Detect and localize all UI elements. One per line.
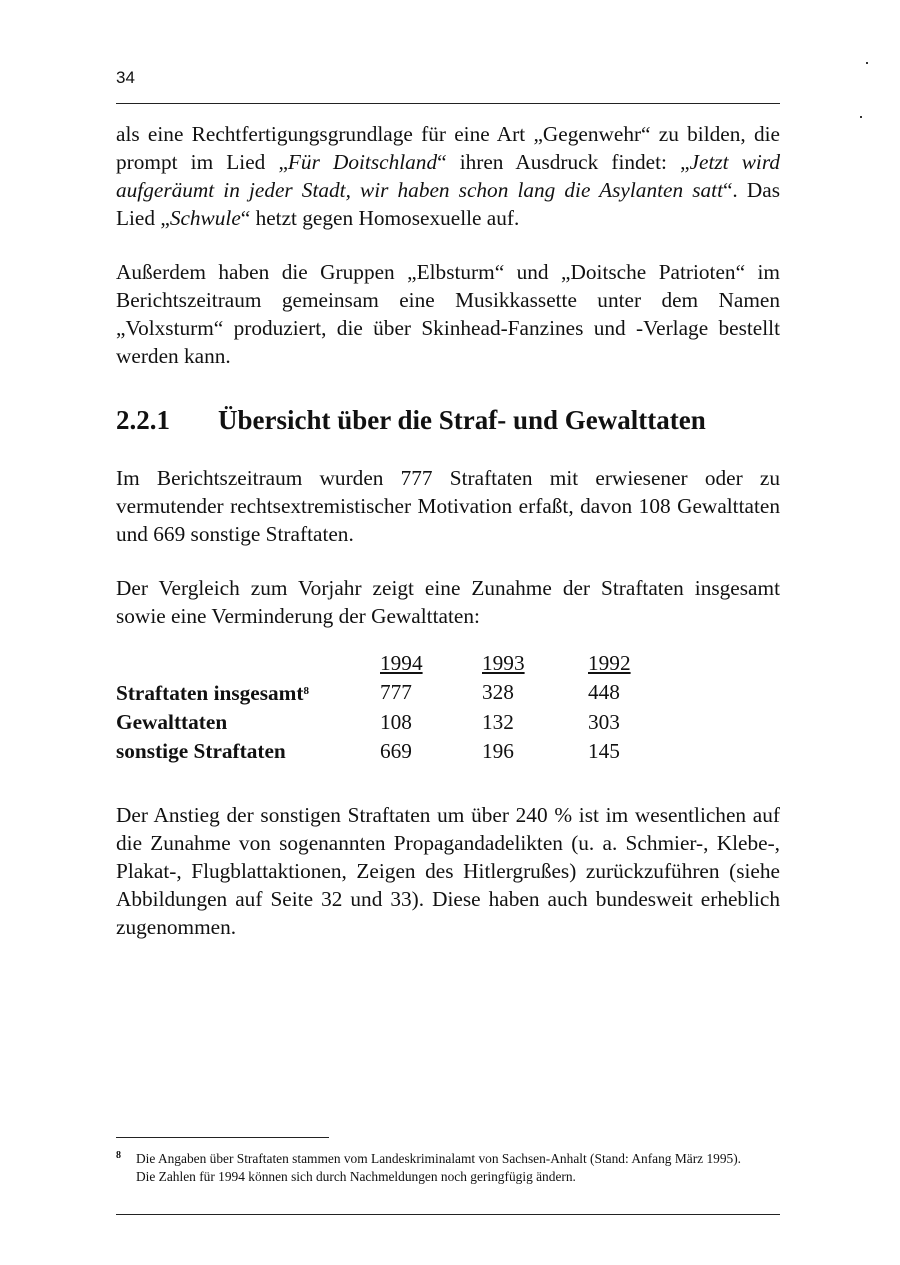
text-segment: “. Das Lied „ [116,178,780,230]
year-header: 1993 [482,650,525,675]
table-header-row [116,648,668,677]
row-label: sonstige Straftaten [116,738,286,763]
footnote-ref: 8 [303,685,310,697]
section-heading [116,406,780,434]
paragraph-straftaten-summary: Im Berichtszeitraum wurden 777 Straftaten mit erwiesener oder zu vermutender rechtsextremistischer Motivation erfaßt, davon 108 Gewalttaten und 669 sonstige Straftaten. [116,466,780,546]
table-cell: 145 [588,738,620,763]
scan-speck [866,62,868,64]
text-segment: als eine Rechtfertigungsgrundlage für eine Art „Gegenwehr“ zu bilden, die prompt im Lied „ [116,122,780,174]
table-cell: 328 [482,680,514,704]
footer-rule [116,1214,780,1215]
scan-speck [860,116,862,118]
table-row [116,707,668,736]
table-cell: 448 [588,680,620,704]
statistics-table [116,648,668,765]
row-label [116,677,380,707]
paragraph-anstieg: Der Anstieg der sonstigen Straftaten um über 240 % ist im wesentlichen auf die Zunahme von sogenannten Propagandadelikten (u. a. Schmier-, Klebe-, Plakat-, Flugblattaktionen, Zeigen des Hitlergrußes) zurückzuführen (siehe Abbildungen auf Seite 32 und 33). Diese haben auch bundesweit erheblich zugenommen. [116,803,780,939]
song-title-schwule: Schwule [169,206,241,230]
section-title: Übersicht über die Straf- und Gewalttaten [218,405,706,435]
footnote-rule [116,1137,329,1138]
paragraph-musikkassette: Außerdem haben die Gruppen „Elbsturm“ und „Doitsche Patrioten“ im Berichtszeitraum gemeinsam eine Musikkassette unter dem Namen „Volxsturm“ produziert, die über Skinhead-Fanzines und -Verlage bestellt werden kann. [116,260,780,368]
row-label-text: Straftaten insgesamt [116,681,304,705]
text-segment: “ hetzt gegen Homosexuelle auf. [240,206,520,230]
page-body [116,120,780,967]
year-header: 1992 [588,650,631,675]
footnote-mark: 8 [116,1150,121,1161]
footnote [116,1150,756,1186]
table-cell: 108 [380,709,412,734]
song-lyric-quote: Jetzt wird aufgeräumt in jeder Stadt, wir haben schon lang die Asylanten satt [116,150,780,202]
table-cell: 196 [482,738,514,763]
table-cell: 303 [588,709,620,734]
page-number: 34 [116,68,135,87]
header-rule [116,103,780,104]
paragraph-lied-gegenwehr [116,120,780,232]
table-row [116,736,668,765]
table-cell: 669 [380,738,412,763]
row-label: Gewalttaten [116,709,228,734]
footnote-text: Die Angaben über Straftaten stammen vom Landeskriminalamt von Sachsen-Anhalt (Stand: Anfang März 1995). Die Zahlen für 1994 können sich durch Nachmeldungen noch geringfügig ändern. [136,1151,742,1184]
song-title-doitschland: Für Doitschland [287,150,438,174]
table-cell: 132 [482,709,514,734]
table-row [116,677,668,707]
year-header: 1994 [380,650,423,675]
paragraph-vergleich: Der Vergleich zum Vorjahr zeigt eine Zunahme der Straftaten insgesamt sowie eine Verminderung der Gewalttaten: [116,576,780,628]
section-number: 2.2.1 [116,405,170,435]
table-cell: 777 [380,680,412,704]
text-segment: “ ihren Ausdruck findet: „ [437,150,690,174]
